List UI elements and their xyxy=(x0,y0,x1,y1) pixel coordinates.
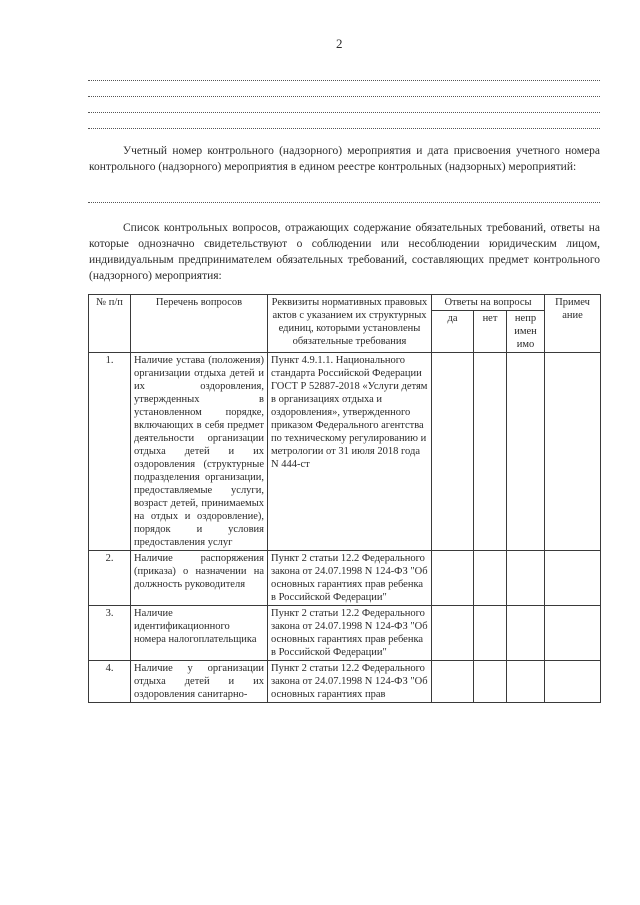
checklist-table xyxy=(88,294,601,703)
fill-in-line xyxy=(88,128,600,129)
table-row xyxy=(89,661,601,703)
row-reference: Пункт 4.9.1.1. Национального стандарта Российской Федерации ГОСТ Р 52887-2018 «Услуги детям в организациях отдыха и оздоровления», утвержденного приказом Федерального агентства по техническому регулированию и метрологии от 31 июля 2018 года N 444-ст xyxy=(268,353,432,551)
header-yes: да xyxy=(432,311,474,353)
answer-no-cell[interactable] xyxy=(474,353,507,551)
answer-no-cell[interactable] xyxy=(474,606,507,661)
row-question: Наличие идентификационного номера налогоплательщика xyxy=(131,606,268,661)
answer-na-cell[interactable] xyxy=(507,606,545,661)
row-number: 3. xyxy=(89,606,131,661)
answer-na-cell[interactable] xyxy=(507,353,545,551)
header-requisites: Реквизиты нормативных правовых актов с указанием их структурных единиц, которыми установлены обязательные требования xyxy=(268,295,432,353)
header-answers: Ответы на вопросы xyxy=(432,295,545,311)
row-question: Наличие у организации отдыха детей и их оздоровления санитарно- xyxy=(131,661,268,703)
table-row xyxy=(89,353,601,551)
answer-yes-cell[interactable] xyxy=(432,661,474,703)
row-number: 2. xyxy=(89,551,131,606)
note-cell[interactable] xyxy=(545,606,601,661)
header-no: нет xyxy=(474,311,507,353)
answer-yes-cell[interactable] xyxy=(432,551,474,606)
header-note: Примеч ание xyxy=(545,295,601,353)
row-number: 4. xyxy=(89,661,131,703)
row-reference: Пункт 2 статьи 12.2 Федерального закона от 24.07.1998 N 124-ФЗ "Об основных гарантиях прав ребенка в Российской Федерации" xyxy=(268,551,432,606)
header-questions: Перечень вопросов xyxy=(131,295,268,353)
answer-yes-cell[interactable] xyxy=(432,606,474,661)
table-row xyxy=(89,606,601,661)
note-cell[interactable] xyxy=(545,353,601,551)
answer-na-cell[interactable] xyxy=(507,661,545,703)
header-not-applicable: непр имен имо xyxy=(507,311,545,353)
note-cell[interactable] xyxy=(545,661,601,703)
answer-yes-cell[interactable] xyxy=(432,353,474,551)
answer-na-cell[interactable] xyxy=(507,551,545,606)
table-row xyxy=(89,551,601,606)
answer-no-cell[interactable] xyxy=(474,661,507,703)
row-question: Наличие устава (положения) организации отдыха детей и их оздоровления, утвержденных в установленном порядке, включающих в себя предмет деятельности организации отдыха детей и их оздоровления (структурные подразделения организации, предоставляемые услуги, возраст детей, принимаемых на отдых и оздоровление), порядок и условия предоставления услуг xyxy=(131,353,268,551)
row-reference: Пункт 2 статьи 12.2 Федерального закона от 24.07.1998 N 124-ФЗ "Об основных гарантиях прав ребенка в Российской Федерации" xyxy=(268,606,432,661)
checklist-intro-paragraph: Список контрольных вопросов, отражающих содержание обязательных требований, ответы на которые однозначно свидетельствуют о соблюдении или несоблюдении юридическим лицом, индивидуальным предпринимателем обязательных требований, составляющих предмет контрольного (надзорного) мероприятия: xyxy=(89,222,600,282)
table-header-row xyxy=(89,295,601,311)
row-number: 1. xyxy=(89,353,131,551)
fill-in-line xyxy=(88,112,600,113)
fill-in-line xyxy=(88,96,600,97)
fill-in-line xyxy=(88,202,600,203)
accounting-number-paragraph: Учетный номер контрольного (надзорного) мероприятия и дата присвоения учетного номера контрольного (надзорного) мероприятия в едином реестре контрольных (надзорных) мероприятий: xyxy=(89,145,600,173)
answer-no-cell[interactable] xyxy=(474,551,507,606)
row-question: Наличие распоряжения (приказа) о назначении на должность руководителя xyxy=(131,551,268,606)
fill-in-line xyxy=(88,80,600,81)
row-reference: Пункт 2 статьи 12.2 Федерального закона от 24.07.1998 N 124-ФЗ "Об основных гарантиях прав xyxy=(268,661,432,703)
page-number: 2 xyxy=(336,36,343,51)
note-cell[interactable] xyxy=(545,551,601,606)
header-number: № п/п xyxy=(89,295,131,353)
